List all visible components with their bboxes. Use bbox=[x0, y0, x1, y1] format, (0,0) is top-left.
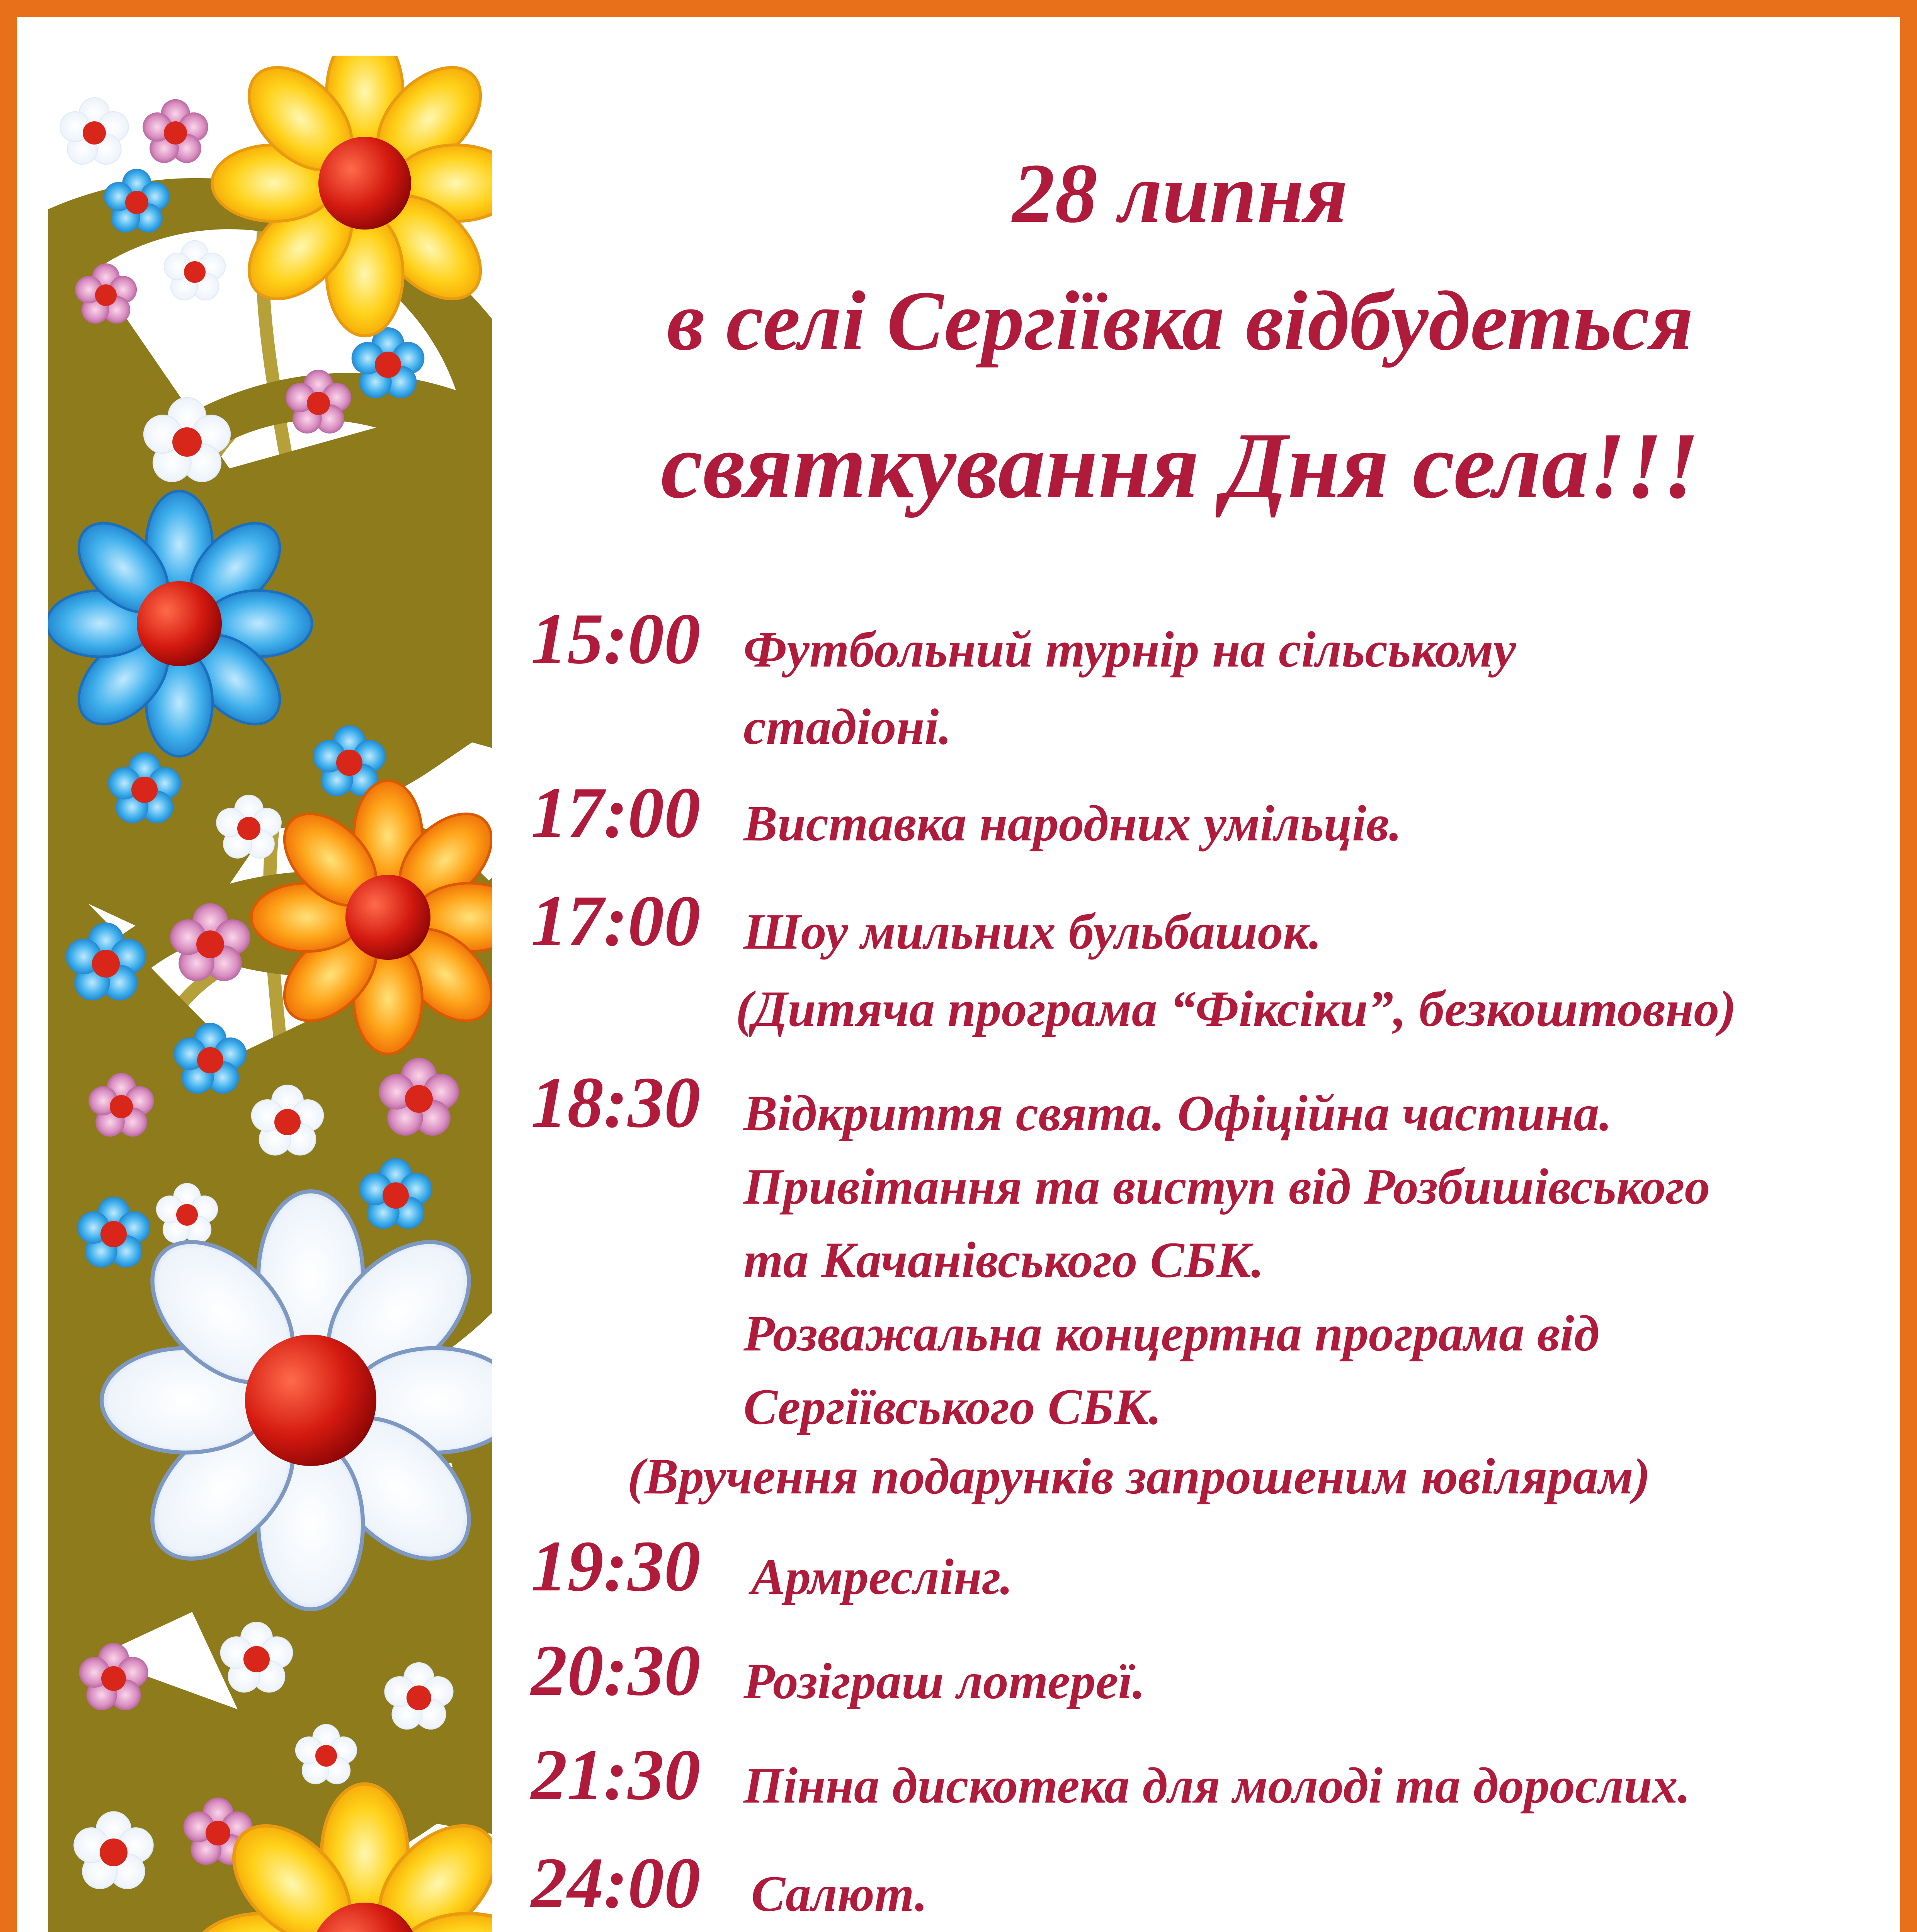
schedule-time: 17:00 bbox=[531, 880, 701, 961]
schedule-time: 20:30 bbox=[531, 1630, 701, 1711]
schedule-event: Розважальна концертна програма від bbox=[743, 1305, 1600, 1362]
schedule-event: Шоу мильних бульбашок. bbox=[743, 903, 1322, 960]
schedule-event: Привітання та виступ від Розбишівського bbox=[743, 1158, 1710, 1215]
schedule-time: 18:30 bbox=[531, 1062, 701, 1143]
poster-page bbox=[17, 17, 1900, 1932]
schedule-event: (Вручення подарунків запрошеним ювілярам) bbox=[628, 1448, 1650, 1505]
schedule-event: Салют. bbox=[751, 1865, 928, 1922]
schedule-time: 15:00 bbox=[531, 598, 701, 679]
schedule-time: 19:30 bbox=[531, 1526, 701, 1606]
schedule-event: Розіграш лотереї. bbox=[743, 1653, 1145, 1709]
floral-ornament bbox=[48, 56, 492, 1932]
schedule-event: та Качанівського СБК. bbox=[743, 1231, 1264, 1288]
title-date: 28 липня bbox=[1012, 146, 1348, 240]
schedule-event: Сергіївського СБК. bbox=[743, 1378, 1162, 1435]
schedule-event: Футбольний турнір на сільському bbox=[743, 621, 1516, 678]
schedule-event: Відкриття свята. Офіційна частина. bbox=[743, 1085, 1612, 1141]
schedule-event: (Дитяча програма “Фіксіки”, безкоштовно) bbox=[736, 980, 1737, 1037]
schedule-event: Пінна дискотека для молоді та дорослих. bbox=[743, 1757, 1691, 1814]
title-village: в селі Сергіївка відбудеться bbox=[667, 274, 1694, 368]
schedule-event: Виставка народних умільців. bbox=[743, 795, 1402, 852]
title-celebration: святкування Дня села!!! bbox=[661, 413, 1699, 518]
schedule-time: 17:00 bbox=[531, 772, 701, 853]
schedule-event: стадіоні. bbox=[743, 698, 952, 755]
schedule-event: Армреслінг. bbox=[751, 1548, 1013, 1605]
schedule-time: 24:00 bbox=[531, 1842, 701, 1923]
schedule-time: 21:30 bbox=[531, 1734, 701, 1815]
